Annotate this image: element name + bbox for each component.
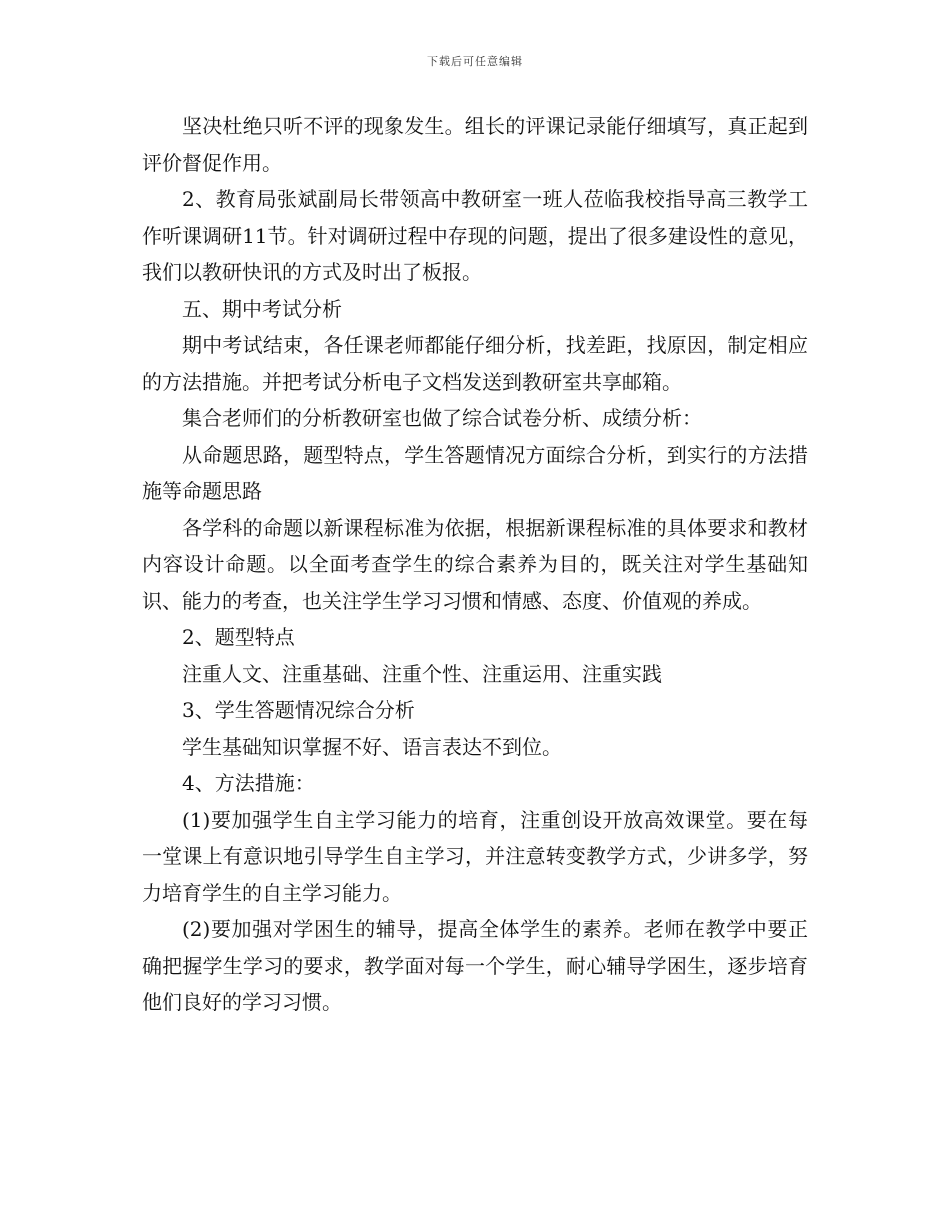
paragraph: 期中考试结束，各任课老师都能仔细分析，找差距，找原因，制定相应的方法措施。并把考试分析电子文档发送到教研室共享邮箱。: [142, 333, 808, 394]
section-heading: 五、期中考试分析: [182, 296, 342, 321]
paragraph: (1)要加强学生自主学习能力的培育，注重创设开放高效课堂。要在每一堂课上有意识地引导学生自主学习，并注意转变教学方式，少讲多学，努力培育学生的自主学习能力。: [142, 807, 808, 905]
subheading: 4、方法措施：: [182, 771, 315, 795]
paragraph: 集合老师们的分析教研室也做了综合试卷分析、成绩分析：: [182, 406, 702, 430]
paragraph: (2)要加强对学困生的辅导，提高全体学生的素养。老师在教学中要正确把握学生学习的要求，教学面对每一个学生，耐心辅导学困生，逐步培育他们良好的学习习惯。: [142, 917, 808, 1014]
subheading: 3、学生答题情况综合分析: [182, 698, 415, 722]
paragraph: 2、教育局张斌副局长带领高中教研室一班人莅临我校指导高三教学工作听课调研11节。针对调研过程中存现的问题，提出了很多建设性的意见，我们以教研快讯的方式及时出了板报。: [142, 187, 808, 284]
paragraph: 坚决杜绝只听不评的现象发生。组长的评课记录能仔细填写，真正起到评价督促作用。: [142, 114, 808, 175]
paragraph: 各学科的命题以新课程标准为依据，根据新课程标准的具体要求和教材内容设计命题。以全面考查学生的综合素养为目的，既关注对学生基础知识、能力的考查，也关注学生学习习惯和情感、态度、价值观的养成。: [142, 515, 808, 613]
subheading: 2、题型特点: [182, 625, 295, 649]
page-header: 下载后可任意编辑: [427, 55, 523, 68]
paragraph: 从命题思路，题型特点，学生答题情况方面综合分析，到实行的方法措施等命题思路: [142, 442, 808, 503]
document-body: [142, 108, 808, 1021]
paragraph: 注重人文、注重基础、注重个性、注重运用、注重实践: [182, 661, 662, 686]
paragraph: 学生基础知识掌握不好、语言表达不到位。: [182, 734, 562, 759]
